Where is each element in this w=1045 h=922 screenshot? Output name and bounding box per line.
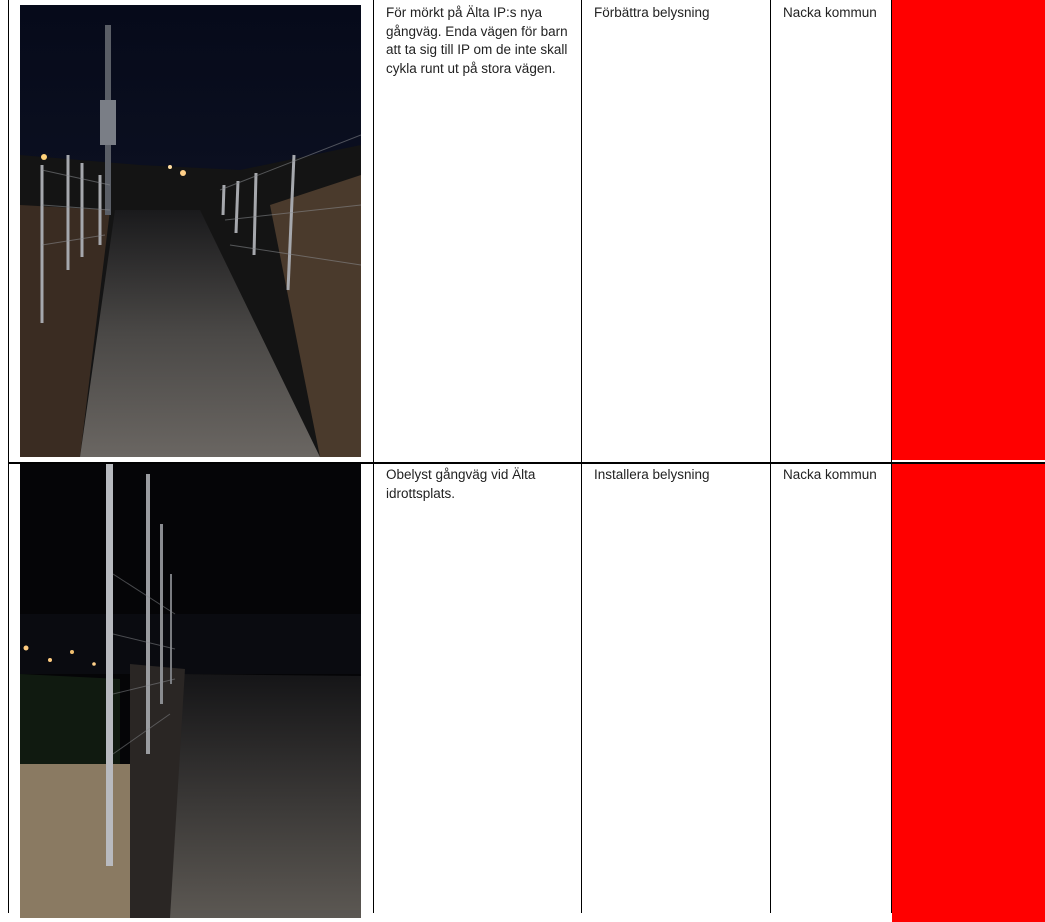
table-row bbox=[8, 0, 1045, 464]
action-cell: Installera belysning bbox=[594, 467, 710, 482]
table-row bbox=[8, 462, 1045, 922]
responsible-cell: Nacka kommun bbox=[783, 5, 877, 20]
description-cell: För mörkt på Älta IP:s nya gångväg. Enda vägen för barn att ta sig till IP om de inte skall cykla runt ut på stora vägen. bbox=[386, 5, 568, 76]
status-indicator bbox=[892, 464, 1045, 922]
issues-table bbox=[8, 0, 1045, 913]
night-footpath-photo bbox=[20, 5, 361, 457]
unlit-path-photo bbox=[20, 464, 361, 918]
action-cell: Förbättra belysning bbox=[594, 5, 710, 20]
status-indicator bbox=[892, 0, 1045, 460]
description-cell: Obelyst gångväg vid Älta idrottsplats. bbox=[386, 467, 536, 501]
responsible-cell: Nacka kommun bbox=[783, 467, 877, 482]
